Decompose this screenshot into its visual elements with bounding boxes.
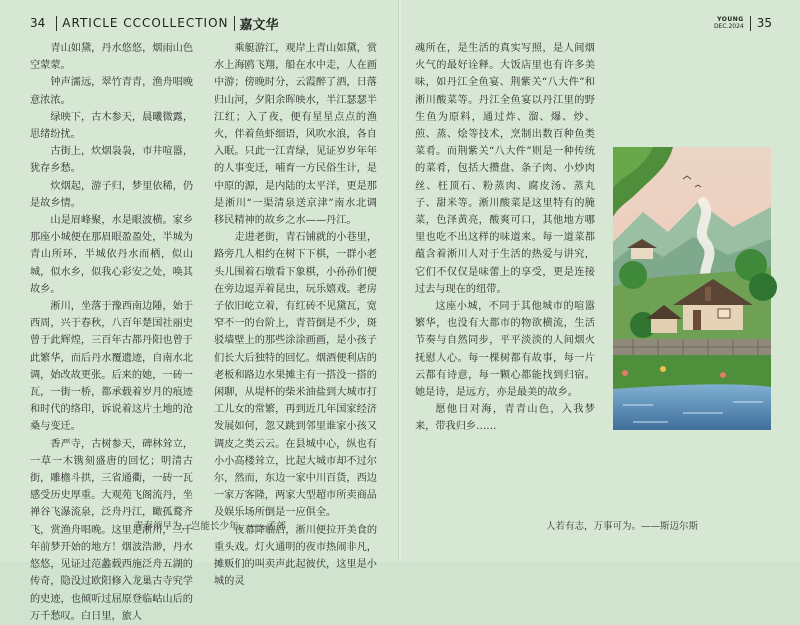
house-door	[693, 310, 701, 330]
paragraph: 淅川，坐落于豫西南边陲，始于西周，兴于春秋，八百年楚国社丽史曾于此辉煌，三百年古都丹阳也曾于此繁华，而后丹水覆遗迹，自南水北调，始改故更张。后来的她，一砖一瓦，一街一桥，都承载着岁月的痕迹和时代的络印，诉说着这片土地的沧桑与变迁。	[30, 301, 194, 433]
right-page-number: 35	[756, 16, 772, 30]
paragraph: 这座小城，不同于其他城市的喧嚣繁华，也没有大都市的物欲横流，生活节奏与自然同步，平平淡淡的人间烟火抚慰人心。每一棵树都有故事，每一片云都有诗意，每一颗心都能找到归宿。她是诗，是远方，亦是最美的故乡。	[415, 301, 595, 399]
magazine-name: YOUNG	[717, 16, 744, 23]
paragraph: 魂所在，是生活的真实写照，是人间烟火气的最好诠释。大饭店里也有许多美味，如丹江全鱼宴、荆紫关“八大件”和淅川酸菜等。丹江全鱼宴以丹江里的野生鱼为原料，通过炸、溜、爆、炒、煎、蒸、烩等技术，烹制出数百种鱼类菜肴。而荆紫关“八大件”则是一种传统的菜肴，包括大攒盘、条子肉、小炒肉丝、枉顶石、粉蒸肉、腐皮汤、蒸丸子、甜米等。淅川酸菜是这里特有的腌菜，色泽黄亮，酸爽可口，其他地方哪里也吃不出这样的味道来。每一道菜都蕴含着淅川人对于生活的热爱与讲究，它们不仅仅是味蕾上的享受，更是连接过去与现在的纽带。	[415, 43, 595, 295]
left-page-number: 34	[30, 16, 46, 30]
header-divider	[234, 16, 235, 31]
right-footer-quote: 人若有志，万事可为。——斯迈尔斯	[546, 521, 699, 532]
paragraph: 山是眉峰聚，水是眼波横。家乡那座小城便在那眉眼盈盈处，半城为青山所环，半城依丹水而栖，似山城，似水乡，似我心彩安之处，唤其故乡。	[30, 215, 194, 295]
article-column-1	[30, 40, 194, 622]
paragraph: 炊烟起，游子归，梦里依稀，仍是故乡情。	[30, 180, 194, 209]
paragraph: 走进老街，青石铺就的小巷里，路旁几人相约在树下下棋，一群小老头儿围着石墩看下象棋，小孙孙们便在旁边逗弄着昆虫，玩乐嬉戏。老房子依旧屹立着，有红砖不见黛瓦，宽窄不一的台阶上，青苔倒是不少，斑驳墙壁上的那些涂涂画画，是小孩子们长大后独特的回忆。烟酒便利店的老板和路边水果摊主有一搭没一搭的闲聊，从堤杯的柴米油盐到大城市打工儿女的常繁，再到近几年国家经济发展如何，忽又跳到邻里谁家小孩又调皮之类云云。在县城中心，纵也有小小高楼耸立，比起大城市却不过尔尔，然而，东边一家中川百货，西边一家万客隆，两家大型超市所卖商品及娱乐场所倒是一应俱全。	[214, 232, 378, 519]
village-illustration	[613, 147, 771, 430]
header-divider	[56, 16, 57, 31]
paragraph: 乘艇游江，观岸上青山如黛，赏水上海鸥飞翔，船在水中走，人在画中游；傍晚时分，云霞醉了酒，日落归山河，夕阳余晖映水，半江瑟瑟半江红；入了夜，便有星星点点的渔火，伴着鱼虾细语，风吹水浪，各自入眠。只此一江青绿，见证岁岁年年的人事变迁，哺育一方民俗生计，是中原的源，是内陆的太平洋，更是那是淅川“一渠清泉送京津”南水北调移民精神的故乡之水——丹江。	[214, 43, 378, 227]
side-house-wall	[651, 317, 677, 333]
chimney	[705, 287, 711, 301]
magazine-masthead	[714, 16, 744, 30]
article-column-3	[415, 40, 595, 433]
flower	[720, 372, 726, 378]
flower	[660, 366, 666, 372]
paragraph: 香严寺，古树参天，碑林耸立，一草一木镌刻盛唐的回忆；明清古街，雕檐斗拱，三省通衢，一砖一瓦感受历史厚重。大观苑飞阁流丹，坐禅谷飞瀑流泉，泛舟丹江，瞰孤鹜齐飞，赏渔舟唱晚。这里是淅川，三千年前梦开始的地方！烟波浩渺，丹水悠悠，见证过范蠡载西施泛舟五湖的传奇，隐没过欧阳修入龙巢古寺究学的史迹，也倾听过屈原登临岵山后的万千愁叹。白日里，旅人	[30, 438, 194, 622]
right-page-header	[714, 12, 772, 34]
section-label: ARTICLE CCCOLLECTION	[62, 16, 229, 30]
paragraph: 愿他日对海，青青山色，入我梦来，带我归乡……	[415, 404, 595, 433]
tree	[749, 273, 777, 301]
house-window	[718, 309, 730, 318]
paragraph: 绿映下，古木参天，晨曦微露，思绪纷扰。	[30, 111, 194, 141]
left-footer-quote: 青春须早为，岂能长少年。——孟郊	[134, 521, 287, 532]
tree	[619, 261, 647, 289]
paragraph: 钟声濡远，翠竹青青，渔舟唱晚意浓浓。	[30, 77, 194, 106]
main-house-wall	[683, 302, 743, 330]
paragraph: 夜幕降临后，淅川便拉开美食的重头戏。灯火通明的夜市热闹非凡，摊贩们的叫卖声此起彼伏，这里是小城的灵	[214, 524, 378, 588]
flower	[622, 370, 628, 376]
article-column-2	[214, 40, 378, 588]
paragraph: 青山如黛，丹水悠悠，烟雨山色空蒙蒙。	[30, 43, 194, 72]
author-name: 嘉文华	[239, 17, 279, 33]
left-page-header	[30, 12, 279, 34]
left-page	[0, 0, 399, 622]
issue-date: DEC.2024	[713, 23, 744, 30]
header-divider	[750, 16, 751, 31]
paragraph: 古街上，炊烟袅袅，市井喧嚣，犹存乡愁。	[30, 146, 194, 175]
right-page	[401, 0, 800, 562]
village-illustration-svg	[613, 147, 771, 430]
distant-house	[631, 247, 653, 259]
lower-grass	[613, 355, 771, 389]
river	[613, 384, 771, 430]
